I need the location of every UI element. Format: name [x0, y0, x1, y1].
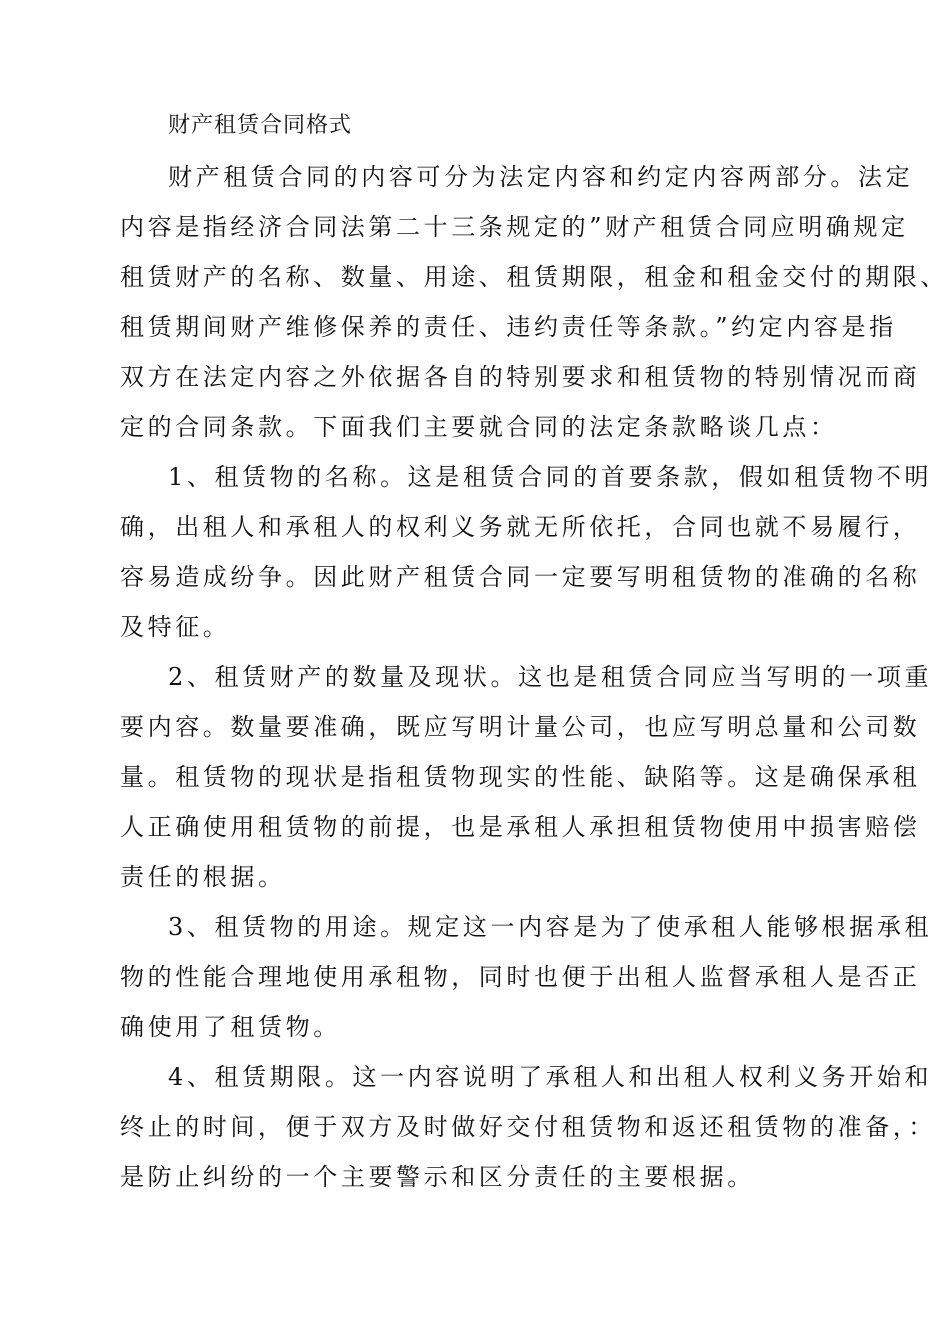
- paragraph-line: 是防止纠纷的一个主要警示和区分责任的主要根据。: [120, 1163, 755, 1191]
- paragraph-line: 容易造成纷争。因此财产租赁合同一定要写明租赁物的准确的名称: [120, 563, 921, 591]
- paragraph-line: 4、租赁期限。这一内容说明了承租人和出租人权利义务开始和: [168, 1063, 933, 1091]
- paragraph-line: 定的合同条款。下面我们主要就合同的法定条款略谈几点：: [120, 413, 838, 441]
- document-title: 财产租赁合同格式: [168, 113, 353, 138]
- paragraph-line: 租赁期间财产维修保养的责任、违约责任等条款。”约定内容是指: [120, 313, 897, 341]
- paragraph-line: 财产租赁合同的内容可分为法定内容和约定内容两部分。法定: [168, 163, 914, 191]
- paragraph-line: 确使用了租赁物。: [120, 1013, 341, 1041]
- paragraph-line: 量。租赁物的现状是指租赁物现实的性能、缺陷等。这是确保承租: [120, 763, 921, 791]
- paragraph-line: 物的性能合理地使用承租物，同时也便于出租人监督承租人是否正: [120, 963, 921, 991]
- paragraph-line: 3、租赁物的用途。规定这一内容是为了使承租人能够根据承租: [168, 913, 933, 941]
- paragraph-line: 人正确使用租赁物的前提，也是承租人承担租赁物使用中损害赔偿: [120, 813, 921, 841]
- paragraph-line: 租赁财产的名称、数量、用途、租赁期限，租金和租金交付的期限、: [120, 263, 948, 291]
- paragraph-line: 确，出租人和承租人的权利义务就无所依托，合同也就不易履行，: [120, 513, 921, 541]
- paragraph-line: 及特征。: [120, 613, 231, 641]
- paragraph-line: 2、租赁财产的数量及现状。这也是租赁合同应当写明的一项重: [168, 663, 933, 691]
- paragraph-line: 终止的时间，便于双方及时做好交付租赁物和返还租赁物的准备，：: [120, 1113, 936, 1141]
- paragraph-line: 双方在法定内容之外依据各自的特别要求和租赁物的特别情况而商: [120, 363, 921, 391]
- paragraph-line: 1、租赁物的名称。这是租赁合同的首要条款，假如租赁物不明: [168, 463, 933, 491]
- paragraph-line: 内容是指经济合同法第二十三条规定的”财产租赁合同应明确规定: [120, 213, 909, 241]
- paragraph-line: 责任的根据。: [120, 863, 286, 891]
- paragraph-line: 要内容。数量要准确，既应写明计量公司，也应写明总量和公司数: [120, 713, 921, 741]
